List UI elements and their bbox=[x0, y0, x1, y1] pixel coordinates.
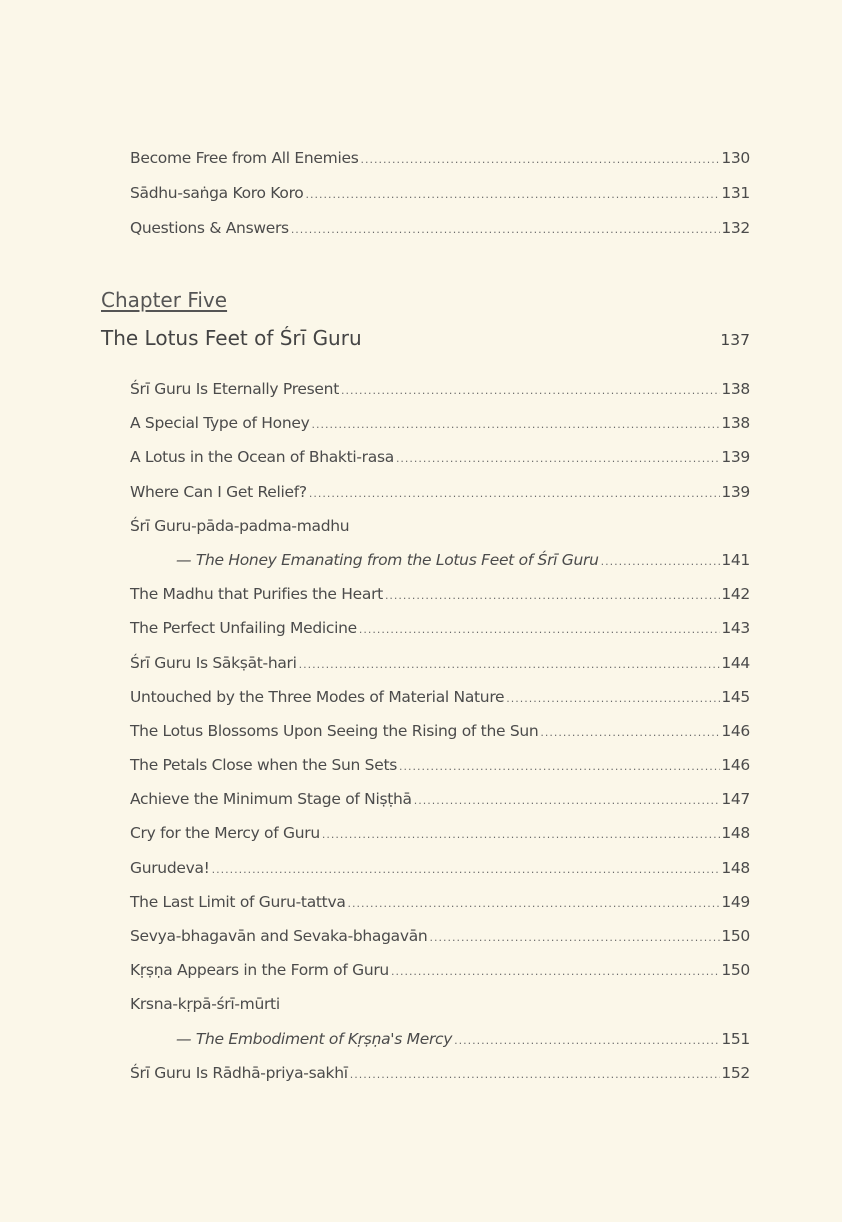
toc-entry[interactable] bbox=[130, 141, 750, 176]
page-number: 148 bbox=[721, 824, 750, 843]
toc-entry[interactable] bbox=[130, 176, 750, 211]
dot-leader bbox=[454, 1024, 720, 1058]
toc-entry-subtitle[interactable] bbox=[130, 543, 750, 577]
toc-entry-subtitle[interactable] bbox=[130, 1022, 750, 1056]
dot-leader bbox=[540, 716, 720, 750]
toc-entry[interactable] bbox=[130, 953, 750, 987]
entry-title: The Perfect Unfailing Medicine bbox=[130, 619, 357, 638]
dot-leader bbox=[429, 921, 720, 955]
page-number: 151 bbox=[721, 1029, 750, 1048]
toc-entry[interactable] bbox=[130, 611, 750, 645]
chapter-title: The Lotus Feet of Śrī Guru bbox=[101, 326, 362, 350]
page-number: 143 bbox=[721, 619, 750, 638]
entry-title: The Lotus Blossoms Upon Seeing the Rising of the Sun bbox=[130, 721, 539, 740]
entry-title: Śrī Guru Is Rādhā-priya-sakhī bbox=[130, 1063, 348, 1082]
entry-title: The Last Limit of Guru-tattva bbox=[130, 892, 346, 911]
page-number: 144 bbox=[721, 653, 750, 672]
entry-title: — The Honey Emanating from the Lotus Feet of Śrī Guru bbox=[176, 550, 599, 569]
entry-title: Śrī Guru-pāda-padma-madhu bbox=[130, 516, 350, 535]
page-number: 150 bbox=[721, 927, 750, 945]
toc-entry[interactable] bbox=[130, 748, 750, 782]
dot-leader bbox=[212, 853, 721, 887]
entry-title: — The Embodiment of Kṛṣṇa's Mercy bbox=[176, 1029, 453, 1048]
chapter-label: Chapter Five bbox=[101, 288, 228, 312]
entry-title: Sādhu-saṅga Koro Koro bbox=[130, 184, 304, 202]
toc-entry[interactable] bbox=[130, 646, 750, 680]
entry-title: Untouched by the Three Modes of Material Nature bbox=[130, 687, 505, 706]
entry-title: Cry for the Mercy of Guru bbox=[130, 824, 320, 843]
page-number: 146 bbox=[721, 756, 750, 775]
page-number: 137 bbox=[720, 331, 750, 349]
dot-leader bbox=[306, 177, 721, 212]
page-number: 142 bbox=[721, 585, 750, 604]
page-number: 138 bbox=[721, 414, 750, 433]
entry-title: Krsna-kṛpā-śrī-mūrti bbox=[130, 995, 280, 1014]
page-number: 146 bbox=[721, 721, 750, 740]
page-number: 139 bbox=[721, 448, 750, 467]
chapter-title-row[interactable] bbox=[101, 326, 750, 350]
entry-title: The Petals Close when the Sun Sets bbox=[130, 756, 398, 775]
toc-entry[interactable] bbox=[130, 406, 750, 440]
toc-entry[interactable] bbox=[130, 211, 750, 246]
toc-entry[interactable] bbox=[130, 680, 750, 714]
entry-title: Kṛṣṇa Appears in the Form of Guru bbox=[130, 961, 389, 980]
dot-leader bbox=[291, 212, 721, 247]
dot-leader bbox=[360, 142, 720, 177]
page-number: 130 bbox=[721, 149, 750, 167]
page-number: 139 bbox=[721, 482, 750, 501]
toc-entry[interactable] bbox=[130, 475, 750, 509]
entry-title: Become Free from All Enemies bbox=[130, 149, 359, 167]
page-number: 132 bbox=[721, 219, 750, 237]
entry-title: Śrī Guru Is Sākṣāt-hari bbox=[130, 653, 297, 672]
dot-leader bbox=[399, 750, 720, 784]
dot-leader bbox=[601, 545, 721, 579]
dot-leader bbox=[391, 955, 720, 989]
toc-entry[interactable] bbox=[130, 1056, 750, 1090]
dot-leader bbox=[348, 887, 721, 921]
entry-title: Where Can I Get Relief? bbox=[130, 482, 307, 501]
toc-entry[interactable] bbox=[130, 440, 750, 474]
entry-title: The Madhu that Purifies the Heart bbox=[130, 585, 383, 604]
dot-leader bbox=[311, 408, 720, 442]
toc-entry[interactable] bbox=[130, 714, 750, 748]
entry-title: Gurudeva! bbox=[130, 858, 210, 877]
toc-entry-heading[interactable] bbox=[130, 987, 750, 1021]
toc-entry[interactable] bbox=[130, 782, 750, 816]
page-number: 148 bbox=[721, 858, 750, 877]
dot-leader bbox=[299, 648, 721, 682]
entry-title: Śrī Guru Is Eternally Present bbox=[130, 380, 339, 398]
dot-leader bbox=[396, 442, 720, 476]
toc-entry[interactable] bbox=[130, 885, 750, 919]
toc-entry[interactable] bbox=[130, 372, 750, 406]
chapter-entries bbox=[130, 372, 750, 1090]
dot-leader bbox=[506, 682, 720, 716]
dot-leader bbox=[341, 374, 720, 408]
page-number: 147 bbox=[721, 790, 750, 809]
page-number: 145 bbox=[721, 687, 750, 706]
entry-title: A Lotus in the Ocean of Bhakti-rasa bbox=[130, 448, 394, 467]
page-number: 138 bbox=[721, 380, 750, 398]
page-number: 149 bbox=[721, 892, 750, 911]
toc-entry[interactable] bbox=[130, 919, 750, 953]
dot-leader bbox=[385, 579, 720, 613]
dot-leader bbox=[322, 818, 720, 852]
page-number: 152 bbox=[721, 1063, 750, 1082]
toc-entry[interactable] bbox=[130, 816, 750, 850]
toc-entry-heading[interactable] bbox=[130, 509, 750, 543]
dot-leader bbox=[414, 784, 721, 818]
toc-entry[interactable] bbox=[130, 577, 750, 611]
dot-leader bbox=[350, 1058, 721, 1092]
page-number: 150 bbox=[721, 961, 750, 980]
page-number: 131 bbox=[721, 184, 750, 202]
entry-title: Questions & Answers bbox=[130, 219, 289, 237]
entry-title: Achieve the Minimum Stage of Niṣṭhā bbox=[130, 790, 412, 809]
entry-title: A Special Type of Honey bbox=[130, 414, 310, 433]
toc-entry[interactable] bbox=[130, 851, 750, 885]
dot-leader bbox=[359, 613, 720, 647]
entry-title: Sevya-bhagavān and Sevaka-bhagavān bbox=[130, 927, 428, 945]
dot-leader bbox=[309, 477, 720, 511]
page-number: 141 bbox=[721, 550, 750, 569]
previous-chapter-entries bbox=[130, 141, 750, 246]
